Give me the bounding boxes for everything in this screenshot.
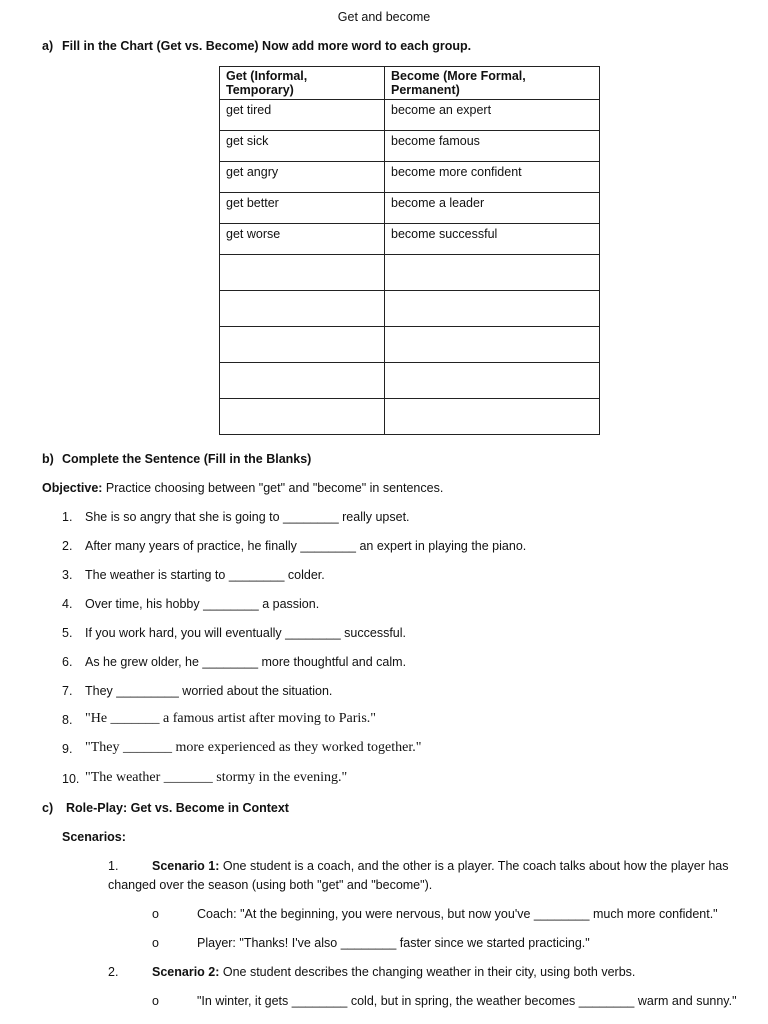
list-item-number: 5. — [62, 626, 73, 640]
list-item: "He _______ a famous artist after moving to Paris." — [85, 711, 376, 726]
chart-cell: get sick — [220, 131, 385, 162]
table-row — [220, 363, 600, 399]
list-item-number: 1. — [62, 510, 73, 524]
chart-cell-blank[interactable] — [385, 399, 600, 435]
chart-cell: become an expert — [385, 100, 600, 131]
chart-cell: get better — [220, 193, 385, 224]
scenario-1-text-continued: changed over the season (using both "get" and "become"). — [108, 878, 433, 892]
list-item-number: 9. — [62, 742, 73, 756]
table-row — [220, 162, 600, 193]
section-b-marker: b) — [42, 452, 54, 466]
section-c-marker: c) — [42, 801, 54, 815]
chart-cell-blank[interactable] — [385, 291, 600, 327]
chart-cell-blank[interactable] — [220, 255, 385, 291]
list-item: The weather is starting to ________ colder. — [85, 568, 325, 582]
list-item-number: 8. — [62, 713, 73, 727]
scenario-1-label: Scenario 1: — [152, 859, 220, 873]
list-item-number: 2. — [62, 539, 73, 553]
document-title: Get and become — [337, 10, 431, 24]
scenario-1-number: 1. — [108, 859, 119, 873]
table-row — [220, 131, 600, 162]
bullet-marker: o — [152, 994, 159, 1008]
chart-cell-blank[interactable] — [220, 363, 385, 399]
section-b-heading: Complete the Sentence (Fill in the Blanks) — [62, 452, 312, 466]
chart-cell-blank[interactable] — [385, 363, 600, 399]
chart-cell: get angry — [220, 162, 385, 193]
objective-label: Objective: — [42, 481, 103, 495]
scenario-2-text: One student describes the changing weather in their city, using both verbs. — [219, 965, 636, 979]
table-row — [220, 224, 600, 255]
section-c-heading: Role-Play: Get vs. Become in Context — [66, 801, 289, 815]
scenario-2-label: Scenario 2: — [152, 965, 220, 979]
table-row — [220, 291, 600, 327]
chart-cell-blank[interactable] — [220, 399, 385, 435]
list-item-number: 7. — [62, 684, 73, 698]
chart-header-become: Become (More Formal, Permanent) — [385, 67, 600, 100]
chart-cell: get tired — [220, 100, 385, 131]
chart-cell: become successful — [385, 224, 600, 255]
scenario-2-number: 2. — [108, 965, 119, 979]
list-item: As he grew older, he ________ more thoughtful and calm. — [85, 655, 407, 669]
chart-cell-blank[interactable] — [385, 327, 600, 363]
dialogue-line-coach: Coach: "At the beginning, you were nervous, but now you've ________ much more confident." — [197, 907, 718, 921]
table-row — [220, 100, 600, 131]
dialogue-line-weather: "In winter, it gets ________ cold, but in spring, the weather becomes ________ warm and sunny." — [197, 994, 737, 1008]
bullet-marker: o — [152, 936, 159, 950]
list-item: She is so angry that she is going to ________ really upset. — [85, 510, 410, 524]
list-item: "They _______ more experienced as they worked together." — [85, 740, 422, 755]
list-item-number: 3. — [62, 568, 73, 582]
get-become-chart — [219, 66, 600, 435]
scenarios-label: Scenarios: — [62, 830, 126, 844]
chart-cell-blank[interactable] — [220, 291, 385, 327]
list-item: If you work hard, you will eventually ________ successful. — [85, 626, 407, 640]
chart-cell-blank[interactable] — [385, 255, 600, 291]
table-row — [220, 255, 600, 291]
dialogue-line-player: Player: "Thanks! I've also ________ faster since we started practicing." — [197, 936, 590, 950]
chart-cell: become a leader — [385, 193, 600, 224]
table-row — [220, 193, 600, 224]
list-item: "The weather _______ stormy in the evening." — [85, 770, 348, 785]
section-a-heading: Fill in the Chart (Get vs. Become) Now add more word to each group. — [62, 39, 472, 53]
chart-cell: become more confident — [385, 162, 600, 193]
list-item: Over time, his hobby ________ a passion. — [85, 597, 320, 611]
chart-cell-blank[interactable] — [220, 327, 385, 363]
chart-header-get: Get (Informal, Temporary) — [220, 67, 385, 100]
list-item-number: 4. — [62, 597, 73, 611]
table-row — [220, 327, 600, 363]
scenario-1-text: One student is a coach, and the other is a player. The coach talks about how the player has — [219, 859, 729, 873]
chart-cell: become famous — [385, 131, 600, 162]
objective-line — [42, 481, 443, 495]
list-item-number: 10. — [62, 772, 80, 786]
scenario-2-line — [152, 965, 635, 979]
list-item-number: 6. — [62, 655, 73, 669]
chart-cell: get worse — [220, 224, 385, 255]
table-row — [220, 399, 600, 435]
section-a-marker: a) — [42, 39, 54, 53]
list-item: After many years of practice, he finally ________ an expert in playing the piano. — [85, 539, 527, 553]
bullet-marker: o — [152, 907, 159, 921]
list-item: They _________ worried about the situation. — [85, 684, 333, 698]
objective-text: Practice choosing between "get" and "become" in sentences. — [102, 481, 444, 495]
scenario-1-line — [152, 859, 729, 873]
